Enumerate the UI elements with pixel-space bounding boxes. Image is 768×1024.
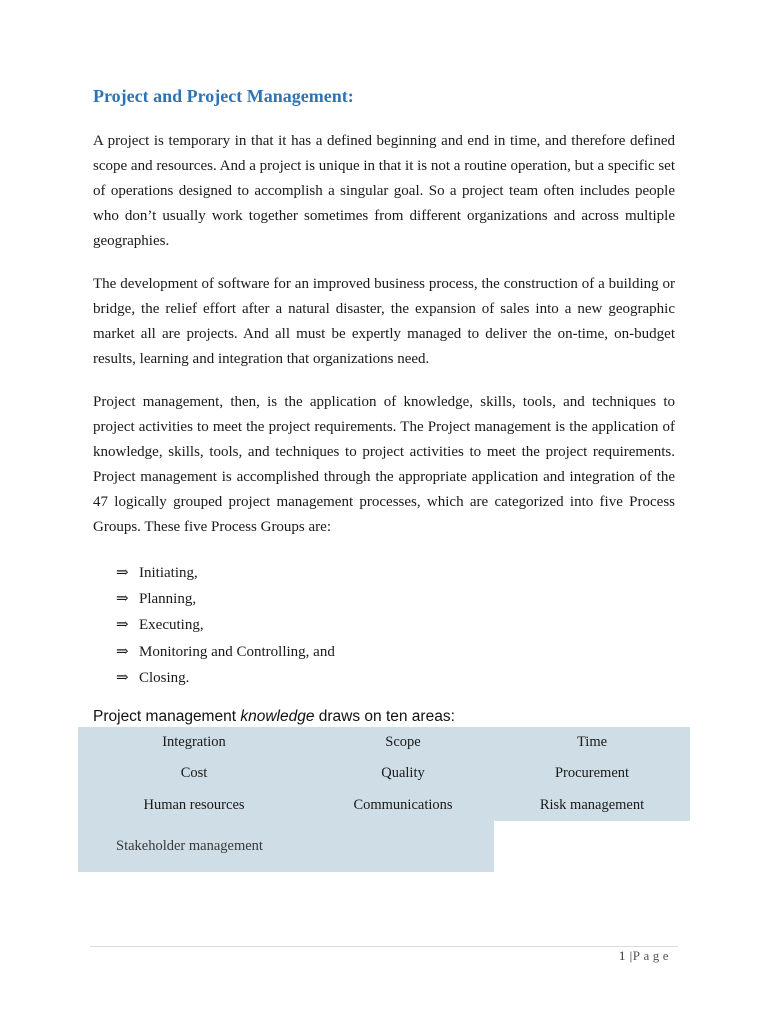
paragraph-project-definition: A project is temporary in that it has a defined beginning and end in time, and therefore defined scope and resources. And a project is unique in that it is not a routine operation, but a specific set of operations designed to accomplish a singular goal. So a project team often includes people who don’t usually work together sometimes from different organizations and across multiple geographies. xyxy=(93,133,675,249)
page-number: 1 xyxy=(618,948,626,963)
double-arrow-icon: ⇒ xyxy=(116,643,129,660)
process-groups-list xyxy=(116,560,335,691)
table-cell: Procurement xyxy=(554,765,630,781)
list-item xyxy=(116,665,335,691)
table-cell: Scope xyxy=(385,734,421,750)
double-arrow-icon: ⇒ xyxy=(116,591,129,608)
table-cell-stakeholder: Stakeholder management xyxy=(116,838,263,854)
list-item-label: Executing, xyxy=(139,617,204,634)
table-cell: Integration xyxy=(162,734,226,750)
double-arrow-icon: ⇒ xyxy=(116,565,129,581)
paragraph-project-examples: The development of software for an improved business process, the construction of a building or bridge, the relief effort after a natural disaster, the expansion of sales into a new geographic market all are projects. And all must be expertly managed to deliver the on-time, on-budget results, learning and integration that organizations need. xyxy=(93,276,675,367)
table-cell: Risk management xyxy=(539,797,645,813)
double-arrow-icon: ⇒ xyxy=(116,617,129,634)
table-cell: Communications xyxy=(353,797,453,813)
list-item-label: Monitoring and Controlling, and xyxy=(139,643,335,660)
knowledge-areas-title: Project management knowledge draws on ten areas: xyxy=(93,708,455,725)
paragraph-project-management: Project management, then, is the application of knowledge, skills, tools, and techniques to project activities to meet the project requirements. The Project management is the application of knowledge, skills, tools, and techniques to project activities to meet the project requirements. Project management is accomplished through the appropriate application and integration of the 47 logically grouped project management processes, which are categorized into five Process Groups. These five Process Groups are: xyxy=(93,394,675,535)
page-label: Page xyxy=(632,948,672,963)
double-arrow-icon: ⇒ xyxy=(116,669,129,686)
list-item xyxy=(116,560,335,586)
section-heading: Project and Project Management: xyxy=(93,86,354,106)
table-cell: Quality xyxy=(381,765,425,781)
list-item xyxy=(116,639,335,665)
table-cell: Time xyxy=(576,734,608,750)
emphasis-text: knowledge xyxy=(240,708,315,725)
table-cell: Human resources xyxy=(143,797,245,813)
footer-separator: | xyxy=(629,948,633,963)
list-item xyxy=(116,612,335,638)
list-item-label: Planning, xyxy=(139,591,197,608)
footer-divider xyxy=(90,946,678,947)
list-item xyxy=(116,586,335,612)
list-item-label: Initiating, xyxy=(139,565,198,581)
page-footer xyxy=(619,948,672,964)
table-cell: Cost xyxy=(180,765,208,781)
list-item-label: Closing. xyxy=(139,669,190,686)
